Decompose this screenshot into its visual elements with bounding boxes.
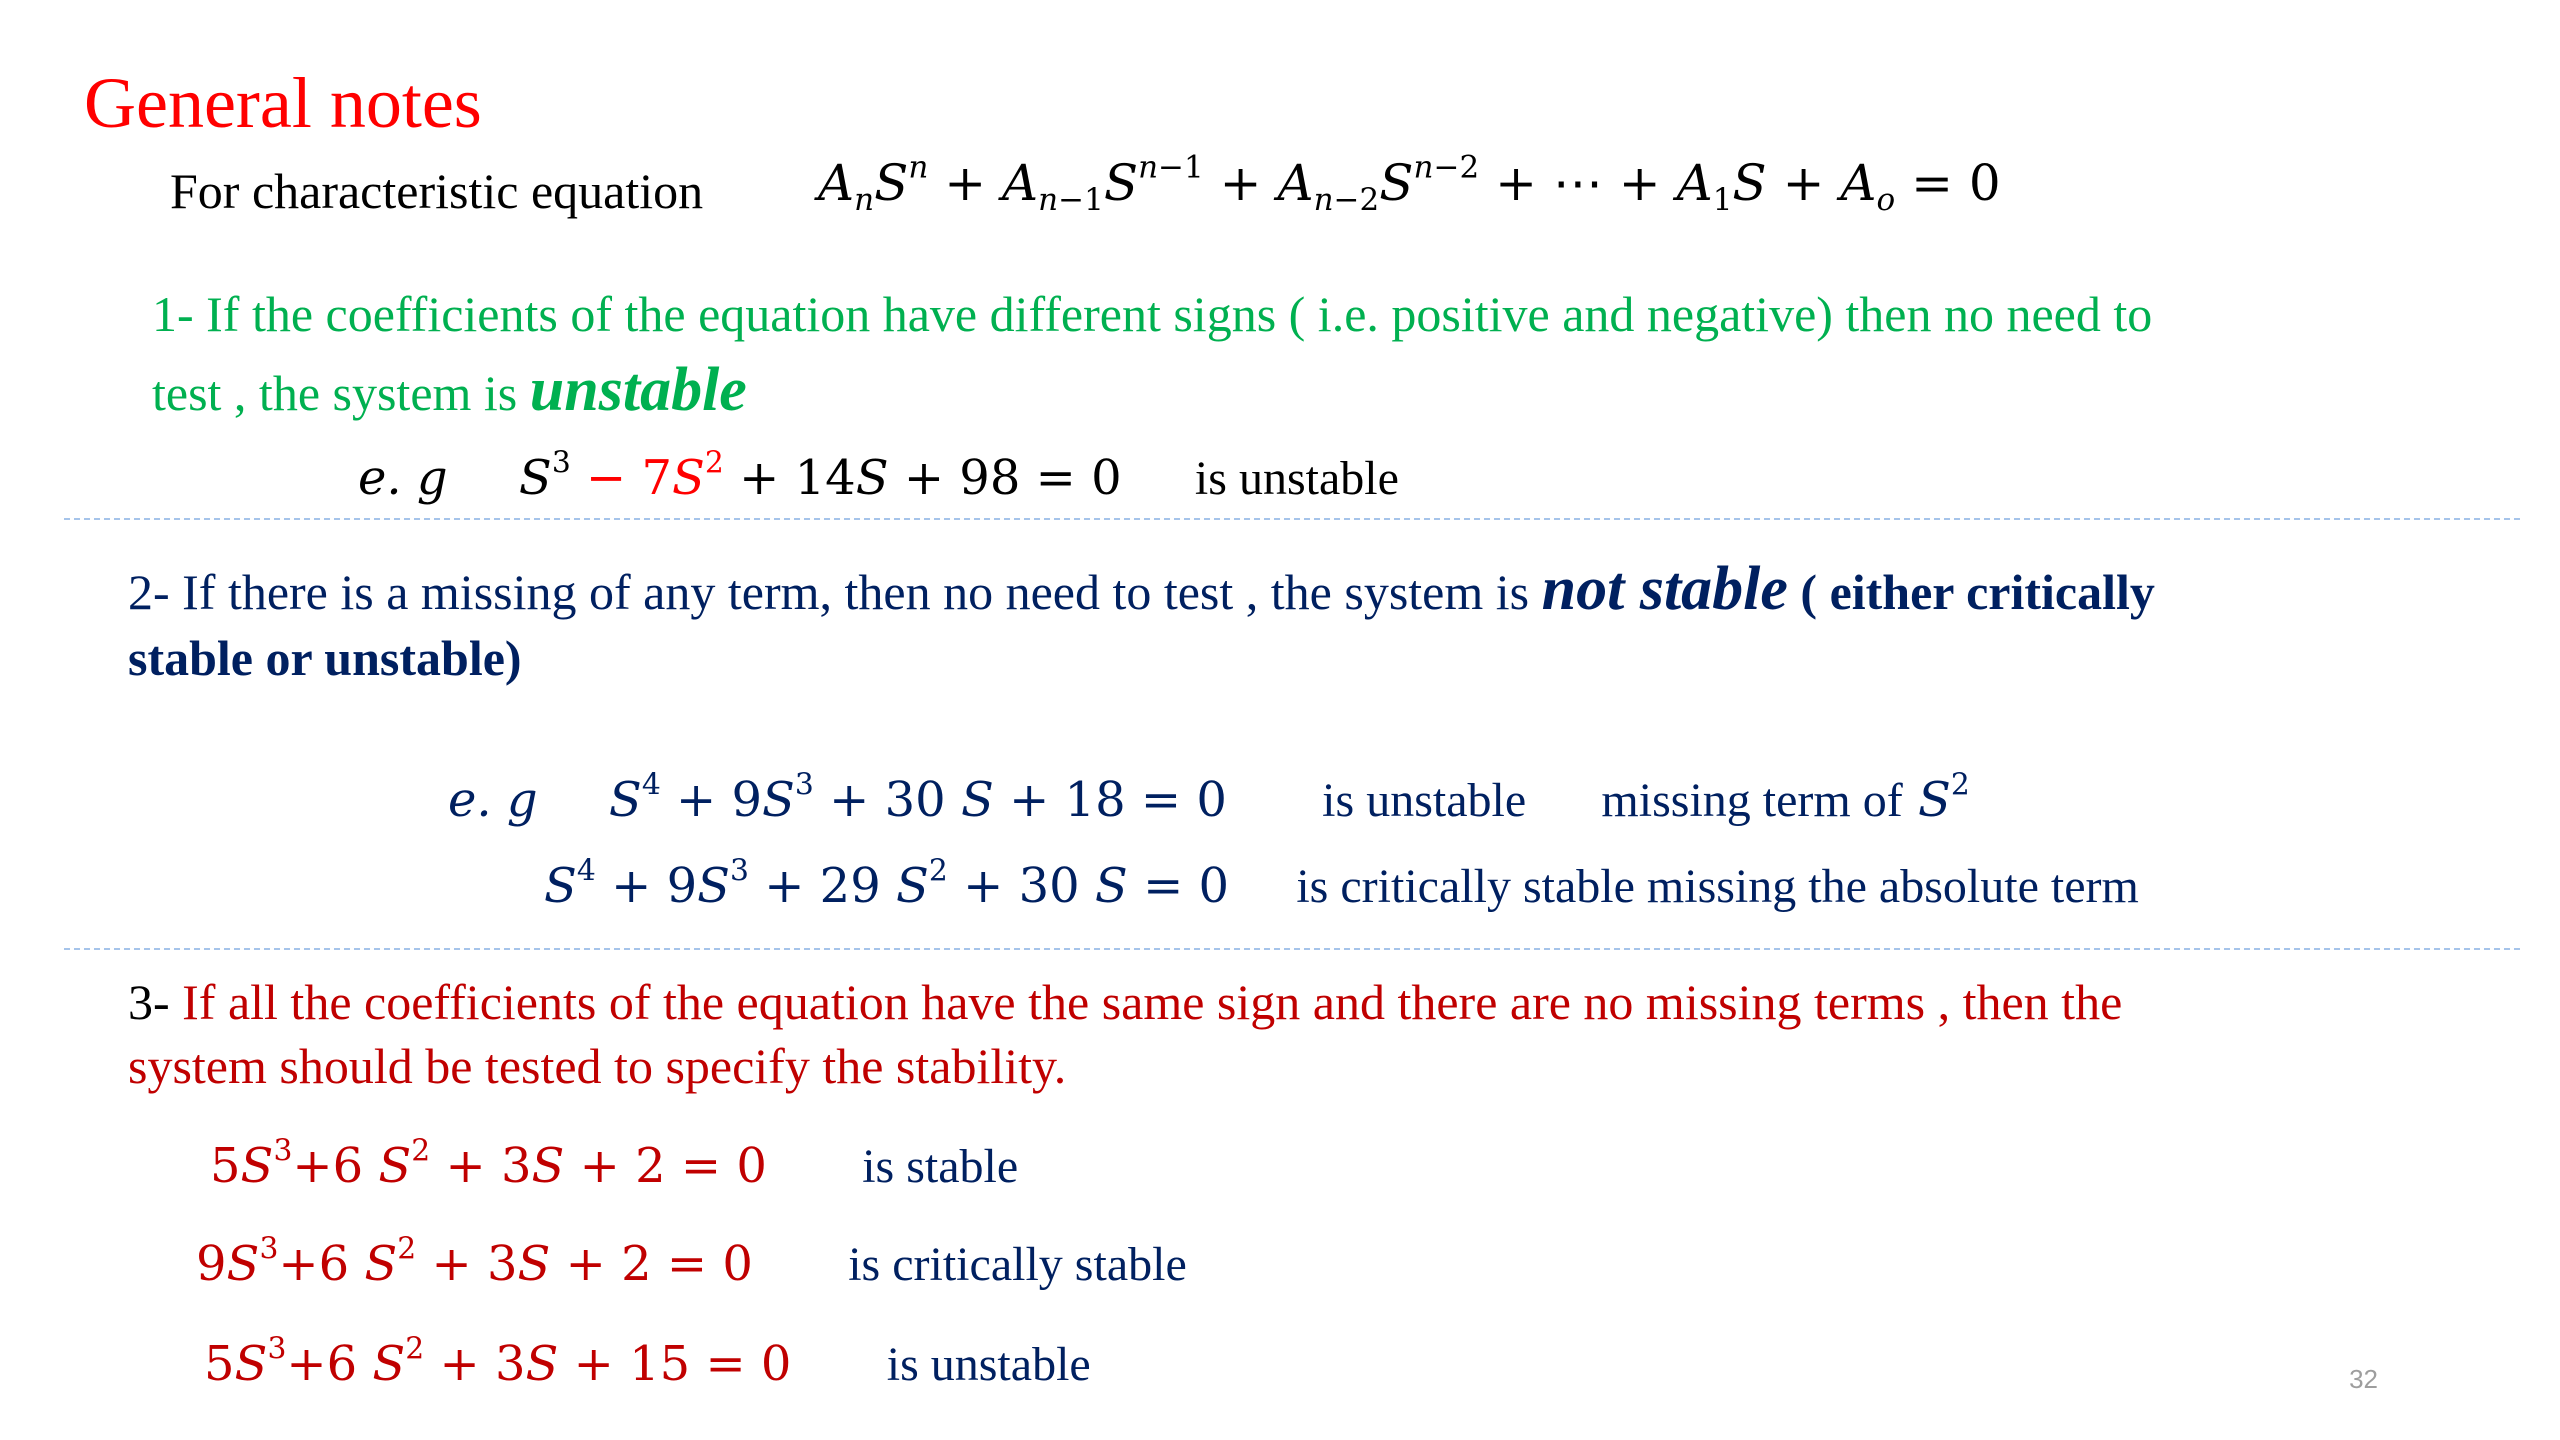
note-3-example-3: $5S^3+6$ $S^2 + 3S + 15 = 0$ is unstable: [204, 1331, 1091, 1392]
note-3-example-1: $5S^3+6$ $S^2 + 3S + 2 = 0$ is stable: [210, 1133, 1019, 1194]
note-1-line-2: [152, 352, 2152, 431]
note-1-line-1: 1- If the coefficients of the equation have different signs ( i.e. positive and negative) then no need to: [152, 286, 2153, 342]
note-3-example-2: $9S^3+6$ $S^2 + 3S + 2 = 0$ is critically stable: [196, 1231, 1187, 1292]
note-3-text-1: If all the coefficients of the equation have the same sign and there are no missing terms , then the: [182, 974, 2123, 1030]
note-2-bold-suffix: ( either critically: [1787, 564, 2155, 620]
slide-title: General notes: [84, 63, 482, 143]
note-2-emphasis: not stable: [1541, 555, 1788, 623]
note-2-example-1: e. g $S^4 + 9S^3 + 30$ S + 18 = 0 is unstable missing term of $S^2$: [448, 767, 1970, 828]
separator-2: [64, 948, 2520, 950]
note-2-example-2-verdict: is critically stable missing the absolute term: [1296, 860, 2139, 913]
note-3-example-3-verdict: is unstable: [886, 1338, 1091, 1391]
separator-1: [64, 518, 2520, 520]
note-3-example-1-verdict: is stable: [862, 1140, 1019, 1193]
note-3: [128, 970, 2122, 1098]
note-1-example-prefix: e. g: [358, 450, 448, 506]
note-2-example-1-verdict: is unstable: [1322, 774, 1527, 827]
note-2-line-2: stable or unstable): [128, 630, 522, 686]
note-2-example-1-note: missing term of: [1601, 774, 1903, 827]
note-1-line-2-text: test , the system is: [152, 365, 530, 421]
note-1: [152, 276, 2152, 431]
note-2-example-2: $S^4 + 9S^3 + 29$ $S^2 + 30$ S = 0 is critically stable missing the absolute term: [544, 853, 2139, 914]
note-2-text: 2- If there is a missing of any term, then no need to test , the system is: [128, 564, 1542, 620]
note-3-number: 3-: [128, 974, 183, 1030]
note-2: [128, 556, 2155, 691]
page-number: 32: [2349, 1364, 2378, 1394]
intro-label: For characteristic equation: [170, 163, 704, 219]
note-2-line-1: [128, 556, 2155, 625]
note-1-example-verdict: is unstable: [1194, 452, 1399, 505]
note-2-example-prefix: e. g: [448, 772, 538, 828]
characteristic-equation: $A_nS^n + A_{n-1}S^{n-1} + A_{n-2}S^{n-2}$ + ⋯ + $A_1S + A_o = 0$: [818, 149, 2001, 218]
note-1-example: e. g $S^3 - 7S^2 + 14S + 98 = 0$ is unstable: [358, 445, 1399, 506]
note-3-line-1: [128, 970, 2122, 1034]
note-3-example-2-verdict: is critically stable: [848, 1238, 1187, 1291]
note-3-line-2: system should be tested to specify the stability.: [128, 1038, 1067, 1094]
note-1-emphasis: unstable: [529, 356, 747, 424]
